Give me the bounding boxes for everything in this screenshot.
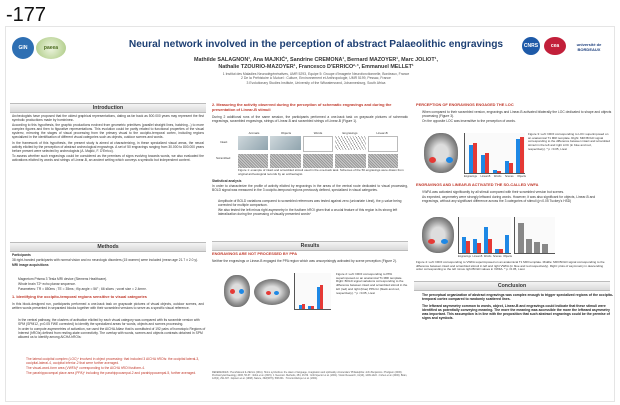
conclusion-heading: Conclusion xyxy=(414,281,610,291)
ppa-roi-right xyxy=(239,289,244,294)
axis-label: Scenes xyxy=(504,175,514,178)
ppa-brain-image xyxy=(254,279,290,305)
loc-bar-chart xyxy=(464,133,525,174)
loc-roi-left xyxy=(429,157,436,163)
axis-label: Objects xyxy=(503,255,512,258)
stats-bullet: • We also tested the left minus right asymmetry in the fusiform hROI given that a crucial feature of this region is its strong left lateralization during the processing of visually presented words⁶ xyxy=(218,208,410,216)
affiliations xyxy=(134,72,498,85)
vwfa-roi-left xyxy=(428,239,435,244)
mri-item: • Magnetom Prisma 3 Tesla MRI device (Siemens Healthcare). xyxy=(18,277,206,281)
stats-heading: Statistical analysis xyxy=(212,179,242,183)
measuring-heading: 2. Measuring the activity observed during the perception of schematic engravings and during the presentation of Linear-B stimuli xyxy=(212,102,392,112)
loc-bar xyxy=(509,163,513,173)
intro-paragraph: To assess whether such engravings could be considered as the premises of signs evolving towards words, we also evaluated the activations elicited by words and strings of Linear-B, an ancient writing which conveys a symbolic but independent content. xyxy=(12,153,204,162)
paeea-logo-text: paeea xyxy=(43,45,59,51)
stimulus-image xyxy=(335,136,365,150)
references: REFERENCES: ¹Henshilwood & d'Errico (2011). Homo symbolicus: the dawn of language, imagination and spirituality. Amsterdam/ Philadelphia: John Benjamins. ²Hodgson (2006). Prehistory/archaeology, 2006, 56-67. ³Joliot et al. (2015). J. Neurosci. Methods, 254, 46-59. ⁴Grill-Spector et al. (2001). Vision Research, 41(10), 1409-1422. ⁵Cohen et al. (2000). Brain, 123(2), 291-307. ⁶Epstein et al. (1998). Nature, 392(6676), 598-601. ⁷Tzourio-Mazoyer et al. (2004). xyxy=(212,371,408,380)
loc-heading: PERCEPTION OF ENGRAVINGS ENGAGED THE LOC xyxy=(416,102,514,107)
axis-label: Linear-B xyxy=(472,255,483,258)
cea-logo: cea xyxy=(544,37,566,55)
affiliation-3: 3 Evolutionary Studies Institute, University of the Witwatersrand, Johannesburg, South Africa xyxy=(246,80,386,85)
step1-bullet: • In order to compute asymmetries of activation, we used the AICHA Atlas³ that is constituted of 192 pairs of homotopic Regions of Interest (hROIs) defined from resting-state connectivity. The overlap with words, scenes and objects contrasts obtained in SPM allowed us to identify among AICHA hROIs: xyxy=(18,327,206,339)
asymmetry-bar xyxy=(526,239,532,253)
axis-label: Engravings xyxy=(464,175,477,178)
stimulus-image xyxy=(335,154,365,168)
stimulus-column-labels xyxy=(238,131,398,135)
vwfa-asymmetry-chart xyxy=(514,217,555,254)
axis-label: Scenes xyxy=(492,255,502,258)
mri-heading: MRI image acquisitions xyxy=(12,263,49,268)
intro-paragraph: In the framework of this hypothesis, the present study is aimed at characterizing, in these specialized visual areas, the neural activity elicited by the perception of abstract archeological engravings. A set of 50 engravings ranging from 30.000 to 800.000 years before present were selected by archeologists (A. Majkić, F. D'Errico). xyxy=(12,140,204,153)
axis-label: Words xyxy=(493,175,502,178)
axis-label: Objects xyxy=(517,175,526,178)
conclusion-bullets xyxy=(416,293,614,393)
participants-heading: Participants xyxy=(12,253,31,257)
ppa-bar xyxy=(302,304,305,309)
intro-paragraph: According to this hypothesis, the graphic productions evolved from geometric primitives (parallel straight lines, hatching...) to more complex figures and then to figurative representations. This evolution could be partly related to functional properties of the visual system², mirroring the stages of visual processing from the primary visual to the occipito-temporal cortex, including regions specialized in the identification of different visual categories such as objects, outdoor scenes and words. xyxy=(12,123,204,140)
authors xyxy=(134,57,498,71)
ppa-bar xyxy=(311,306,314,309)
roi-loc: • The lateral occipital complex (LOC)⁴ involved in object processing: that included 3 AICHA hROIs: the occipital lateral-3, occipital-lateral-4, occipital inferior-2 that were further averaged. xyxy=(26,357,206,365)
participants-text: 38 right-handed participants with normal vision and no neurologic disorders (15 women) were included (mean age 21.7 ± 2.0 y). xyxy=(12,258,198,263)
page-number: -177 xyxy=(6,4,47,26)
results-heading: Results xyxy=(212,241,408,251)
step1-bullet: • In the ventral pathway, the clusters of activation elicited by each visual category was compared with its scramble version with SPM (SPM12, p<0.05 FWE corrected) to identify the specialized areas for words, objects and scenes processing. xyxy=(18,318,206,326)
loc-roi-right xyxy=(446,157,453,163)
vwfa-axis-labels xyxy=(458,255,512,258)
authors-line-1: Mathilde SALAGNON¹, Ana MAJKIĆ², Sandrine CREMONA¹, Bernard MAZOYER¹, Marc JOLIOT¹, xyxy=(194,57,438,63)
stimulus-figure xyxy=(238,136,398,168)
stimulus-image xyxy=(238,136,268,150)
loc-bar xyxy=(497,171,501,173)
stimulus-image xyxy=(238,154,268,168)
stim-col-label: Engravings xyxy=(342,131,358,135)
authors-line-2: Nathalie TZOURIO-MAZOYER¹, Francesco D'ERRICO²·³, Emmanuel MELLET¹ xyxy=(218,64,414,70)
stats-text: In order to characterize the profile of activity elicited by engravings in the areas of the ventral route dedicated to visual processing, BOLD signal was measured in the 3 occipito-temporal regions previously defined, specialized in visual categories. xyxy=(212,184,408,193)
stim-col-label: Animals xyxy=(248,131,260,135)
mri-item: • Parameters: TR = 850ms ; TE = 35ms ; flip angle = 56° ; 66 slices ; voxel size = 2.4mm³. xyxy=(18,287,206,291)
loc-bar xyxy=(473,143,477,173)
asymmetry-bar xyxy=(542,244,548,253)
stats-bullet: • Amplitude of BOLD variations compared to scrambled references was tested against zero (univariate t-test), the p-value being corrected for multiple comparison. xyxy=(218,199,410,207)
loc-brain-image xyxy=(424,133,458,173)
figure1-caption: Figure 1: example of intact and scrambled stimuli used in the one-back task. Schemes of the 50 engravings were drawn from original archeological records by an archeologist. xyxy=(238,169,404,176)
vwfa-bar xyxy=(466,241,470,253)
vwfa-bar xyxy=(499,249,503,253)
measuring-text: During 2 additional runs of the same session, the participants performed a one-back task on grayscale pictures of schematic engravings, scrambled engravings, strings of Linear-B and scrambled strings of Linear-B (Figure 1). xyxy=(212,115,408,124)
step1-bullets xyxy=(12,318,206,356)
vwfa-bullets xyxy=(416,190,612,216)
affiliation-2: 2 De la Préhistoire à l'Actuel : Culture, Environnement et Anthropologie, UMR 5199, Pessac, France xyxy=(241,76,391,81)
asymmetry-bar xyxy=(518,223,524,253)
vwfa-bullet: • As expected, asymmetry were strongly leftward during words. However, it was also significant for objects, Linear-B and engravings, without any significant difference across the 3 categories of stimuli (p<0.05 Tuckey's HSD) xyxy=(422,195,612,203)
roi-vwfa: • The visual-word-form area (VWFA)⁵ corresponding to the AICHA hROI fusiform-4. xyxy=(26,366,206,370)
vwfa-bar xyxy=(477,243,481,253)
figure2-caption: Figure 2: Left: hROI corresponding to PPA superimposed on an anatomical T1 MRI template. Right: BOLD signal variations corresponding to the difference between intact and scrambled stimuli in the left (red) and right (blue) PPA for (black and red, respectively). * p <0.05, t-test xyxy=(336,273,408,295)
introduction-text xyxy=(12,114,204,249)
bordeaux-logo: université de BORDEAUX xyxy=(576,42,602,52)
vwfa-heading: ENGRAVINGS AND LINEAR-B ACTIVATED THE SO-CALLED VWFA xyxy=(416,182,539,187)
stimulus-image xyxy=(270,136,300,150)
stimulus-image xyxy=(368,136,398,152)
roi-list xyxy=(20,357,206,393)
axis-label: Words xyxy=(483,255,492,258)
loc-bullet: • On the opposite LOC was insensitive to the perception of words. xyxy=(422,119,612,123)
stim-col-label: Words xyxy=(313,131,323,135)
step1-text: In this block-designed run, participants performed a one-back task on grayscale pictures of visual objects, outdoor scenes, and written words presented in separated blocks together with their scrambled versions to serve as a specific visual reference. xyxy=(12,302,204,311)
loc-axis-labels xyxy=(464,175,526,178)
loc-bar xyxy=(520,137,524,173)
cnrs-logo: CNRS xyxy=(522,37,540,55)
vwfa-bar-chart xyxy=(458,217,511,254)
conclusion-bullet: • The leftward asymmetry common to words, object, Linear-B and engravings could indicate that these stimuli were identified as potentially conveying meaning. The more the meaning was accessible the more the leftward asymmetry was important. This assumption is in line with the proposition that such abstract engravings could be the premise of signs and symbols. xyxy=(422,304,614,321)
stim-col-label: Objects xyxy=(280,131,292,135)
ppa-roi-right xyxy=(274,291,279,295)
poster xyxy=(6,27,614,401)
methods-heading: Methods xyxy=(10,242,206,252)
stimulus-image xyxy=(368,154,398,168)
figure3-caption: Figure 3: Left: hROI corresponding to LOC superimposed on an anatomical T1 MRI template. Right: MRI BOLD signal corresponding to the difference between intact and scrambled stimuli in the left and right LOC (in blue and red, respectively). * p <0.05, t-test xyxy=(528,133,610,151)
step1-heading: 1. Identifying the occipito-temporal regions sensitive to visual categories xyxy=(12,294,147,299)
stim-row-label-scrambled: Scrambled xyxy=(216,157,231,160)
paeea-logo xyxy=(36,37,66,59)
affiliation-1: 1 Institut des Maladies Neurodégénératives, UMR 5293, Equipe 5: Groupe d'Imagerie Neurofonctionnelle, Bordeaux, France xyxy=(222,72,410,76)
loc-bar xyxy=(485,153,489,173)
loc-bullet: • When compared to their scrambled version, engravings and Linear-B activated bilaterally the LOC dedicated to shape and objects processing (Figure 3). xyxy=(422,110,612,118)
stimulus-image xyxy=(303,136,333,152)
stimulus-image xyxy=(303,154,333,168)
vwfa-bar xyxy=(488,239,492,253)
loc-bullets xyxy=(416,110,612,130)
introduction-heading: Introduction xyxy=(10,103,206,113)
axis-label: Engravings xyxy=(458,255,471,258)
vwfa-roi-right xyxy=(441,239,448,244)
poster-title: Neural network involved in the perception of abstract Palaeolithic engravings xyxy=(128,39,504,50)
mri-item: • Whole brain T2* echo planar sequence. xyxy=(18,282,206,286)
conclusion-bullet: • The perceptual organization of abstract engravings was complex enough to trigger specialized regions of the occipito-temporal cortex compared to randomly scattered lines. xyxy=(422,293,614,302)
vwfa-bar xyxy=(505,235,509,253)
gin-logo: GIN xyxy=(12,37,34,59)
ppa-bar-chart xyxy=(294,273,331,310)
axis-label: Linear-B xyxy=(480,175,491,178)
ppa-bar xyxy=(320,285,323,309)
mri-list xyxy=(12,277,206,293)
ppa-roi-left xyxy=(266,291,271,295)
ppa-brain-image xyxy=(224,275,250,307)
vwfa-brain-image xyxy=(422,217,454,253)
asymmetry-bar xyxy=(534,242,540,253)
stats-bullets xyxy=(212,199,410,223)
stim-row-label-intact: Intact xyxy=(220,141,228,144)
ppa-text: Neither the engravings or Linear-B engaged the PPA region which was unsurprisingly activated by scene perception (Figure 2). xyxy=(212,259,397,263)
stimulus-image xyxy=(270,154,300,168)
figure4-caption: Figure 4: Left: hROI corresponding to VWFA superimposed on an anatomical T1 MRI template. Middle: MRI BOLD signal corresponding to the difference between intact and scrambled stimuli in left and right VWFA (in blue and red respectively). Right: plots of asymmetry in descending order corresponding to the left minus right BOLD values in VWFA. * p <0.05, t-test xyxy=(416,261,605,272)
intro-paragraph: Archeologists have proposed that the oldest graphical representations, dating as far back as 500.000 years may represent the first symbolic productions made by hominines¹. xyxy=(12,114,204,123)
ppa-roi-left xyxy=(230,289,235,294)
roi-ppa: • The parahippocampal place area (PPA)⁶ including the parahippocampal-2 and parahippocampal-5, further averaged. xyxy=(26,371,206,375)
stim-col-label: Linear-B xyxy=(376,131,388,135)
vwfa-bullet: • VWFA was activated significantly by all stimuli compared with their scrambled version but scenes. xyxy=(422,190,612,194)
ppa-heading: ENGRAVINGS ARE NOT PROCESSED BY PPA xyxy=(212,251,298,256)
